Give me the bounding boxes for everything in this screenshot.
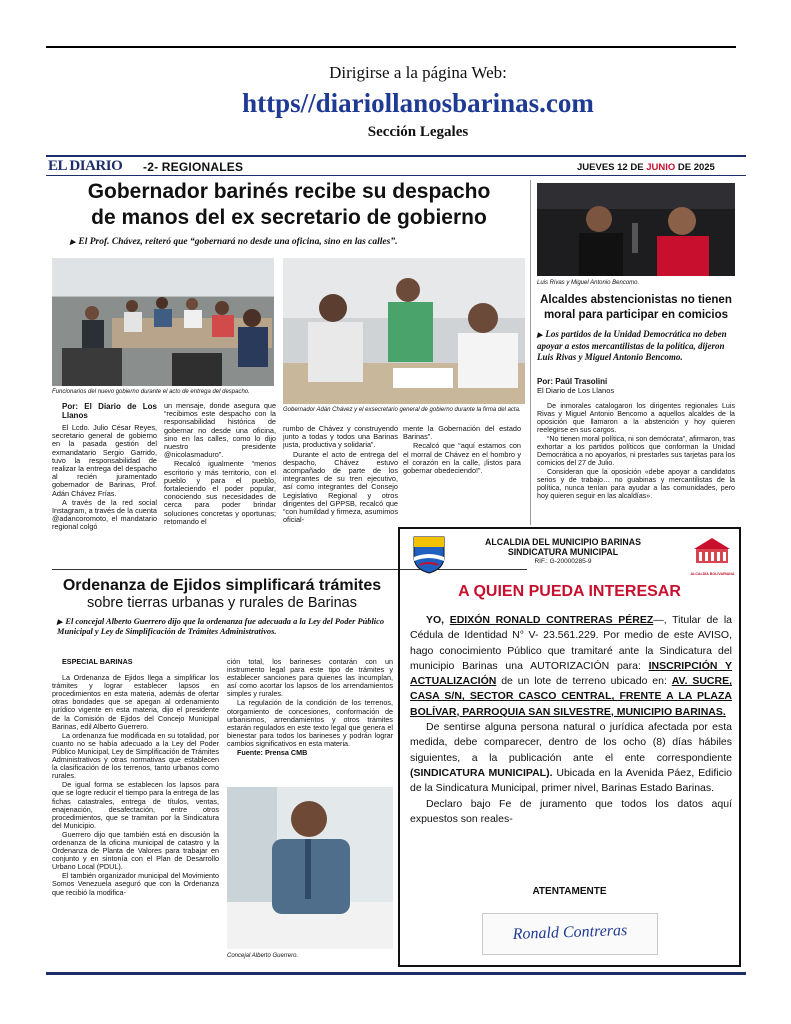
legal-header-2: SINDICATURA MUNICIPAL <box>507 547 619 557</box>
legal-header-1: ALCALDIA DEL MUNICIPIO BARINAS <box>485 537 641 547</box>
article3-lead-text: El concejal Alberto Guerrero dijo que la ordenanza fue adecuada a la Ley del Poder Público Municipal y Ley de Simplificación de Trámites Administrativos. <box>57 617 385 636</box>
section-label: -2- REGIONALES <box>143 160 244 174</box>
article1-photo2-caption: Gobernador Adán Chávez y el exsecretario general de gobierno durante la firma del acta. <box>283 407 521 413</box>
article1-photo-signing <box>283 258 525 404</box>
date-pre: JUEVES 12 DE <box>577 162 644 173</box>
top-rule <box>46 46 736 48</box>
article3-c1p2: La ordenanza fue modificada en su totalidad, por cuanto no se había adecuado a la Ley del Poder Público Municipal, Ley de Simplificación de Trámites Administrativos y otras normativas que establecen la clasificación de los terrenos, tanto urbanos como rurales. <box>52 730 219 781</box>
masthead-rule <box>46 155 746 157</box>
article2-byline2: El Diario de Los Llanos <box>537 386 615 395</box>
article1-col2-p1: un mensaje, donde asegura que “recibimos este despacho con la responsabilidad histórica de gobernar no desde una oficina, sino en las calles, como lo dijo nuestro presidente @nicolasmaduro”. <box>164 401 276 460</box>
article3-source: Fuente: Prensa CMB <box>237 748 308 758</box>
article3-photo <box>227 787 393 949</box>
legal-p3: Declaro bajo Fe de juramento que todos los datos aquí expuestos son reales- <box>410 797 732 825</box>
banner-url[interactable]: https//diariollanosbarinas.com <box>242 88 594 118</box>
article1-col1-p2: A través de la red social Instagram, a través de la cuenta @adancoromoto, el mandatario regional colgó <box>52 497 157 532</box>
article1-col3-p2: Durante el acto de entrega del despacho, Chávez estuvo acompañado de parte de los integrantes de su tren ejecutivo, así como integrantes del Consejo Legislativo Regional y otros dirigentes del GPPSB, recalcó que “con humildad y firmeza, asumimos oficial- <box>283 449 398 525</box>
article1-photo1-caption: Funcionarios del nuevo gobierno durante el acto de entrega del despacho. <box>52 389 250 395</box>
triangle-bullet-icon: ▶ <box>537 331 543 339</box>
article1-col4-p2: Recalcó que “aquí estamos con el morral de Chávez en el hombro y el corazón en la calle, ¡listos para gobernar obedeciendo!”. <box>403 441 521 476</box>
article2-p3: Consideran que la oposición «debe apoyar a candidatos serios y de trabajo… no guabinas y mercantilistas de la política, nunca tenían para ayudar a las comunidades, pero hoy quieren seguir en las alcaldías». <box>537 468 735 500</box>
article3-c1p1: La Ordenanza de Ejidos llega a simplificar los trámites y lograr establecer lapsos en procedimientos en esta materia, además de ofertar otras bondades que se apegan al ordenamiento jurídico vigente en esta materia, dijo el presidente de la Comisión de Ejidos del Concejo Municipal Barinas, edil Alberto Guerrero. <box>52 673 219 731</box>
triangle-bullet-icon: ▶ <box>70 238 76 246</box>
article1-col4-p1: mente la Gobernación del estado Barinas”. <box>403 424 521 442</box>
article2-p2: “No tienen moral política, ni son demócrata”, afirmaron, tras exhortar a los partidos políticos que conforman la Unidad Democrática a no apoyarlos, ni prestarles sus tarjetas para los comicios del 27 de Julio. <box>537 435 735 467</box>
article2-byline: Por: Paúl Trasolini <box>537 377 608 386</box>
article1-col1-p1: El Lcdo. Julio César Reyes, secretario general de gobierno en la pasada gestión del exmandatario Sergio Garrido, tuvo la responsabilidad de realizar la entrega del despacho al recién juramentado gobernador de Barinas, Prof. Adán Chávez Frías. <box>52 423 157 498</box>
article1-title-line1: Gobernador barinés recibe su despacho <box>87 180 491 203</box>
article1-col4 <box>403 425 521 476</box>
signing-photo-illustration <box>283 258 525 404</box>
article3-c1p5: El también organizador municipal del Movimiento Somos Venezuela aseguró que con la Ordenanza que recibió la modifica- <box>52 871 219 897</box>
interview-photo-illustration <box>537 183 735 276</box>
bottom-rule <box>46 972 746 975</box>
article3-col1 <box>52 658 219 898</box>
legal-p1-text: —, Titular de la Cédula de Identidad N° V- 23.561.229. Por medio de este AVISO, hago conocimiento Público que tramitaré ante la Sindicatura del municipio Barinas una AUTORIZACIÓN para: <box>410 614 732 672</box>
masthead-rule-bottom <box>46 175 746 176</box>
legal-p1-address: AV. SUCRE, CASA S/N, SECTOR CASCO CENTRAL, FRENTE A LA PLAZA BOLÍVAR, PARROQUIA SAN SILVESTRE, MUNICIPIO BARINAS. <box>410 675 733 718</box>
triangle-bullet-icon: ▶ <box>57 618 63 626</box>
article3-c1p4: Guerrero dijo que también está en discusión la ordenanza de la oficina municipal de catastro y la Ordenanza de Planta de Valores para trabajar en conjunto y en sintonía con el Plan de Desarrollo Urbano Local (PDUL). <box>52 829 219 872</box>
article1-byline: Por: El Diario de Los Llanos <box>62 402 157 420</box>
article2-p1: De inmorales catalogaron los dirigentes regionales Luis Rivas y Miguel Antonio Bencomo a aquellos alcaldes de la oposición que llamaron a la abstención y hoy quieren reelegirse en sus cargos. <box>537 402 735 434</box>
legal-p2-text: De sentirse alguna persona natural o jurídica afectada por esta medida, debe comparecer, dentro de los ocho (8) días hábiles siguientes, a la publicación ante el ente correspondiente <box>410 721 732 764</box>
article2-photo-caption: Luis Rivas y Miguel Antonio Bencomo. <box>537 280 640 286</box>
article3-col2 <box>227 658 393 758</box>
legal-p1-name: EDIXÓN RONALD CONTRERAS PÉREZ <box>449 614 654 626</box>
article2-lead <box>537 329 735 363</box>
article2-photo <box>537 183 735 276</box>
legal-p2 <box>410 720 732 796</box>
meeting-photo-illustration <box>52 258 274 386</box>
article1-col2-p2: Recalcó igualmente “menos escritorio y más territorio, con el pueblo y para el pueblo, fortaleciendo el poder popular, conociendo sus necesidades de cerca para poder brindar soluciones concretas y oportunas; retomando el <box>164 459 276 526</box>
legal-p1-text2: de un lote de terreno ubicado en: <box>501 675 667 688</box>
banner-line1: Dirigirse a la página Web: <box>329 63 507 82</box>
date-post: DE 2025 <box>677 162 715 173</box>
article3-photo-caption: Concejal Alberto Guerrero. <box>227 953 299 959</box>
legal-p1-purpose: INSCRIPCIÓN Y ACTUALIZACIÓN <box>410 659 733 688</box>
article1-col1 <box>52 402 157 533</box>
article3-title-line2: sobre tierras urbanas y rurales de Barinas <box>87 595 357 611</box>
article2-title-line1: Alcaldes abstencionistas no tienen <box>540 294 732 306</box>
legal-closing: ATENTAMENTE <box>532 886 607 897</box>
alcaldia-building-logo <box>690 535 735 575</box>
article1-col3-p1: rumbo de Chávez y construyendo junto a todas y todos una Barinas justa, productiva y solidaria”. <box>283 424 398 450</box>
legal-body <box>410 613 732 827</box>
article3-kicker: ESPECIAL BARINAS <box>62 657 133 666</box>
article3-c2p2: La regulación de la condición de los terrenos, otorgamiento de concesiones, conformación de urbanismos, arrendamientos y otros trámites estarán regulados en este texto legal que genera el bienestar para todos los barineses y podrán lograr cambios significativos en esta materia. <box>227 698 393 748</box>
article2-title-line2: moral para participar en comicios <box>543 309 729 321</box>
article1-photo-meeting <box>52 258 274 386</box>
article2-lead-text: Los partidos de la Unidad Democrática no deben apoyar a estos mercantilistas de la política, dijeron Luis Rivas y Miguel Antonio Bencomo. <box>537 329 727 362</box>
article3-lead <box>57 617 392 637</box>
article3-title-line1: Ordenanza de Ejidos simplificará trámites <box>62 577 382 594</box>
legal-p2-bold: (SINDICATURA MUNICIPAL). <box>410 766 553 779</box>
date-month: JUNIO <box>646 162 676 173</box>
article1-col2 <box>164 402 276 527</box>
councilman-photo-illustration <box>227 787 393 949</box>
article3-c1p3: De igual forma se establecen los lapsos para que se logre reducir el tiempo para la entrega de las fichas catastrales, entrega de títulos, ventas, enajenación, desafectación, entre otros procedimientos, que se tramitan por la Sindicatura del Municipio. <box>52 780 219 830</box>
article1-lead-text: El Prof. Chávez, reiteró que “gobernará no desde una oficina, sino en las calles”. <box>78 237 398 247</box>
masthead-date <box>577 162 715 173</box>
municipal-coat-of-arms-icon <box>412 535 446 575</box>
masthead-logo <box>48 158 122 175</box>
article2-body <box>537 402 735 501</box>
legal-p1-pre: YO, <box>426 614 445 626</box>
alcaldia-logo-text: ALCALDÍA BOLIVARIANA <box>690 572 735 576</box>
legal-p1 <box>410 613 732 720</box>
article1-lead <box>70 237 530 247</box>
legal-p2-text2: Ubicada en la Avenida Páez, Edificio de la Sindicatura Municipal, primer nivel, Barinas Estado Barinas. <box>410 766 732 795</box>
legal-title: A QUIEN PUEDA INTERESAR <box>458 583 681 600</box>
article1-col3 <box>283 425 398 525</box>
logo-text: EL DIARIO <box>48 158 123 174</box>
building-icon <box>690 535 735 567</box>
column-divider <box>530 180 531 525</box>
article3-c2p1: ción total, los barineses contarán con un instrumento legal para este tipo de trámites y establecer sanciones para quienes las incumplan, así como acortar los lapsos de los arrendamientos simples y rurales. <box>227 657 393 699</box>
article1-title-line2: de manos del ex secretario de gobierno <box>91 206 487 229</box>
legal-rif: RIF.: G-20000285-9 <box>534 558 592 565</box>
signature: Ronald Contreras <box>512 922 628 943</box>
banner-section: Sección Legales <box>367 124 469 140</box>
